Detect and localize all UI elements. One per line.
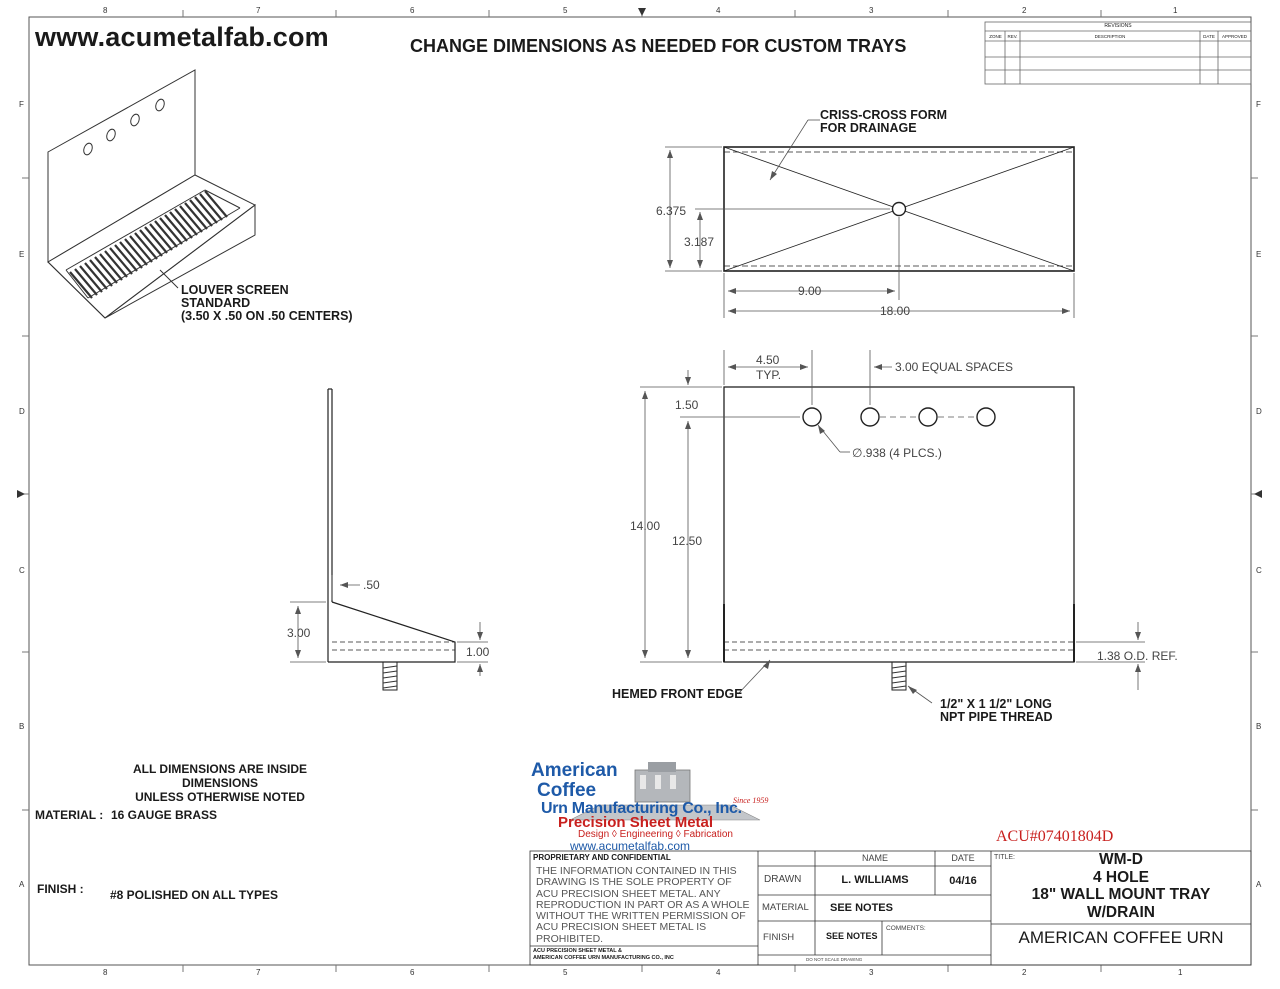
material-block-value: SEE NOTES	[830, 902, 893, 914]
revisions-header-rev: REV.	[1007, 34, 1018, 39]
isometric-view	[48, 70, 255, 318]
front-view	[724, 387, 1074, 690]
zone-col-4: 4	[716, 6, 721, 15]
part-number: ACU#07401804D	[996, 828, 1114, 845]
side-pipe-thread	[383, 666, 397, 688]
drawn-label: DRAWN	[764, 874, 802, 885]
title-label: TITLE:	[994, 854, 1016, 861]
revisions-header-zone: ZONE	[989, 34, 1002, 39]
drawing-headline: CHANGE DIMENSIONS AS NEEDED FOR CUSTOM TRAYS	[410, 36, 907, 56]
material-block-label: MATERIAL	[762, 902, 809, 913]
name-header: NAME	[861, 853, 888, 863]
zone-col-2: 2	[1022, 6, 1027, 15]
finish-block-value: SEE NOTES	[826, 931, 878, 941]
pipe-callout-line1: 1/2" X 1 1/2" LONG	[940, 697, 1052, 711]
proprietary-text: THE INFORMATION CONTAINED IN THIS DRAWING IS THE SOLE PROPERTY OF ACU PRECISION SHEET METAL. ANY REPRODUCTION IN PART OR AS A WHOLE WITHOUT THE WRITTEN PERMISSION OF ACU PRECISION SHEET METAL IS PROHIBITED.	[536, 865, 750, 945]
louver-callout-line3: (3.50 X .50 ON .50 CENTERS)	[181, 309, 353, 323]
dim-top-height: 6.375	[656, 204, 687, 218]
drawing-title-line2: 4 HOLE	[1093, 868, 1149, 886]
general-note	[95, 762, 345, 804]
revisions-header-approved: APPROVED	[1221, 34, 1247, 39]
side-view-dims	[290, 575, 488, 676]
logo-url[interactable]: www.acumetalfab.com	[570, 839, 691, 853]
title-block-footer-line1: ACU PRECISION SHEET METAL &	[533, 948, 623, 954]
revisions-header-date: DATE	[1203, 34, 1215, 39]
center-mark-right	[1254, 490, 1262, 498]
title-block-footer-line2: AMERICAN COFFEE URN MANUFACTURING CO., INC	[533, 955, 674, 961]
front-pipe-thread	[892, 666, 906, 688]
louver-callout-line2: STANDARD	[181, 296, 251, 310]
logo-coffee: Coffee	[537, 780, 597, 801]
zone-row-d: D	[19, 407, 25, 416]
zone-row-e-right: E	[1256, 250, 1262, 259]
od-ref-callout: 1.38 O.D. REF.	[1097, 649, 1178, 663]
zone-col-1: 1	[1173, 6, 1178, 15]
zone-row-a: A	[19, 880, 25, 889]
top-view-dims	[665, 120, 1074, 318]
dim-side-height: 3.00	[287, 626, 311, 640]
zone-col-4-bottom: 4	[716, 968, 721, 977]
zone-row-b: B	[19, 722, 25, 731]
company-name: AMERICAN COFFEE URN	[1018, 928, 1224, 947]
zone-row-d-right: D	[1256, 407, 1262, 416]
drawing-title	[991, 851, 1251, 921]
zone-col-8-bottom: 8	[103, 968, 108, 977]
zone-col-1-bottom: 1	[1178, 968, 1183, 977]
typ-callout: TYP.	[756, 368, 782, 382]
zone-row-f-right: F	[1256, 100, 1261, 109]
zone-col-3-bottom: 3	[869, 968, 874, 977]
side-view	[328, 389, 455, 690]
louver-callout-line1: LOUVER SCREEN	[181, 283, 289, 297]
front-view-arrows	[642, 364, 1141, 694]
proprietary-heading: PROPRIETARY AND CONFIDENTIAL	[533, 853, 671, 862]
dim-side-front: 1.00	[466, 645, 490, 659]
zone-col-2-bottom: 2	[1022, 968, 1027, 977]
dim-top-width: 18.00	[880, 304, 911, 318]
revisions-title: REVISIONS	[1104, 23, 1132, 29]
drawing-title-line4: W/DRAIN	[1086, 903, 1156, 921]
logo-american: American	[531, 760, 618, 781]
drawn-date: 04/16	[949, 875, 977, 887]
dim-front-hole-height: 12.50	[672, 534, 703, 548]
no-scale-note: DO NOT SCALE DRAWING	[806, 957, 863, 962]
zone-row-b-right: B	[1256, 722, 1262, 731]
hole-diameter-callout: ∅.938 (4 PLCS.)	[852, 446, 942, 460]
dim-front-hole-top: 1.50	[675, 398, 699, 412]
zone-col-5: 5	[563, 6, 568, 15]
zone-row-f: F	[19, 100, 24, 109]
drawn-name: L. WILLIAMS	[841, 874, 909, 886]
logo-precision-sheet-metal: Precision Sheet Metal	[558, 814, 714, 831]
zone-row-c-right: C	[1256, 566, 1262, 575]
logo-since: Since 1959	[733, 796, 769, 805]
equal-spaces-callout: 3.00 EQUAL SPACES	[895, 360, 1014, 374]
general-note-line2: UNLESS OTHERWISE NOTED	[135, 790, 305, 804]
zone-col-3: 3	[869, 6, 874, 15]
drawing-title-line1: WM-D	[1099, 851, 1143, 868]
zone-col-7-bottom: 7	[256, 968, 261, 977]
zone-col-7: 7	[256, 6, 261, 15]
pipe-callout-line2: NPT PIPE THREAD	[940, 710, 1053, 724]
zone-col-6-bottom: 6	[410, 968, 415, 977]
zone-col-5-bottom: 5	[563, 968, 568, 977]
finish-block-label: FINISH	[763, 932, 795, 943]
hemed-edge-callout: HEMED FRONT EDGE	[612, 687, 743, 701]
revisions-header-description: DESCRIPTION	[1094, 34, 1126, 39]
dim-side-lip: .50	[363, 578, 380, 592]
logo-tagline: Design ◊ Engineering ◊ Fabrication	[578, 829, 733, 840]
center-mark-left	[17, 490, 25, 498]
zone-col-8: 8	[103, 6, 108, 15]
material-value: 16 GAUGE BRASS	[111, 808, 218, 822]
comments-label: COMMENTS:	[886, 925, 926, 932]
zone-row-e: E	[19, 250, 25, 259]
zone-row-a-right: A	[1256, 880, 1262, 889]
date-header: DATE	[951, 853, 975, 863]
finish-label: FINISH :	[37, 882, 84, 896]
logo-urn-manufacturing: Urn Manufacturing Co., Inc.	[541, 800, 742, 817]
drawing-title-line3: 18" WALL MOUNT TRAY	[1031, 886, 1211, 903]
criss-cross-callout-line2: FOR DRAINAGE	[820, 121, 917, 135]
dim-front-total-height: 14.00	[630, 519, 661, 533]
top-view-arrows	[667, 150, 1070, 314]
revisions-table	[985, 22, 1251, 84]
criss-cross-callout-line1: CRISS-CROSS FORM	[820, 108, 948, 122]
material-label: MATERIAL :	[35, 808, 104, 822]
dim-top-half-width: 9.00	[798, 284, 822, 298]
dim-front-hole-offset: 4.50	[756, 353, 780, 367]
zone-row-c: C	[19, 566, 25, 575]
dim-top-half-height: 3.187	[684, 235, 715, 249]
center-mark-top	[638, 8, 646, 16]
finish-value: #8 POLISHED ON ALL TYPES	[110, 888, 279, 902]
zone-col-6: 6	[410, 6, 415, 15]
general-note-line1: ALL DIMENSIONS ARE INSIDE DIMENSIONS	[132, 762, 308, 790]
site-url[interactable]: www.acumetalfab.com	[35, 22, 329, 52]
